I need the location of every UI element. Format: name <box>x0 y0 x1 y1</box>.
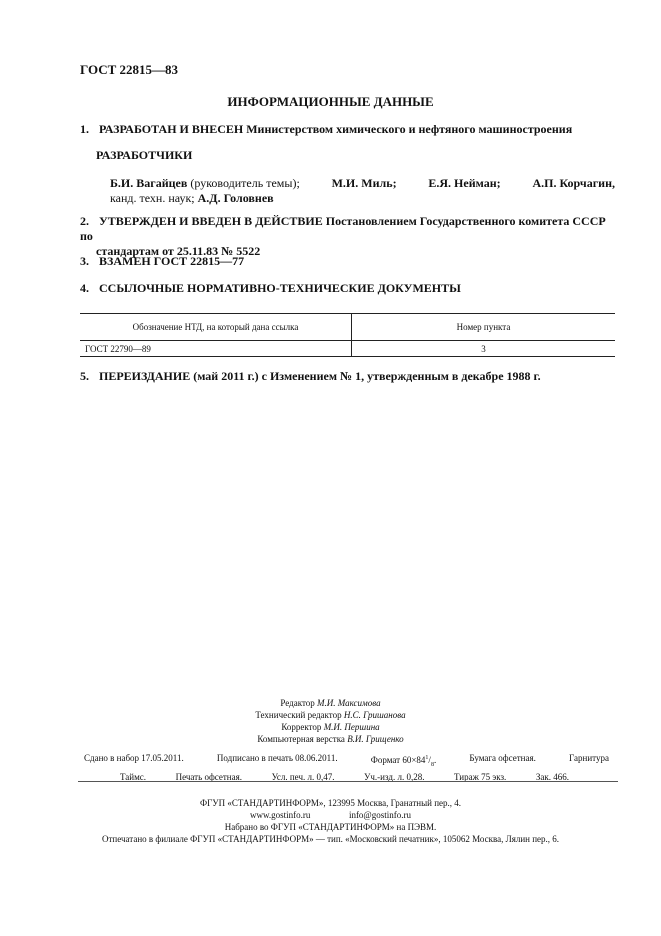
section-text: Постановлением Государственного комитета СССР по <box>80 214 606 243</box>
editors-block <box>0 697 661 745</box>
document-code: ГОСТ 22815—83 <box>80 62 179 77</box>
section-number: 2. <box>80 214 89 228</box>
developers-label: РАЗРАБОТЧИКИ <box>96 148 193 162</box>
imprint-line-1: Сдано в набор 17.05.2011. Подписано в печать 08.06.2011. Формат $60\times 84^1/_8$. Бумага офсетная. Гарнитура <box>84 752 609 771</box>
column-header-document: Обозначение НТД, на который дана ссылка <box>80 314 352 341</box>
publisher-footer <box>0 797 661 845</box>
section-lead: ПЕРЕИЗДАНИЕ (май 2011 г.) с Изменением № 1, утвержденным в декабре 1988 г. <box>99 369 541 383</box>
imprint-line-2: Таймс. Печать офсетная. Усл. печ. л. 0,47. Уч.-изд. л. 0,28. Тираж 75 экз. Зак. 466. <box>120 771 569 782</box>
section-5 <box>80 369 541 384</box>
section-lead: ССЫЛОЧНЫЕ НОРМАТИВНО-ТЕХНИЧЕСКИЕ ДОКУМЕНТЫ <box>99 281 461 295</box>
section-number: 1. <box>80 122 89 136</box>
cell-document: ГОСТ 22790—89 <box>80 341 352 357</box>
developer-name: А.Д. Головнев <box>197 191 274 205</box>
section-number: 3. <box>80 254 89 268</box>
section-1 <box>80 122 572 137</box>
editor-line: Редактор М.И. Максимова <box>280 698 381 708</box>
table-row <box>80 341 615 357</box>
section-lead: УТВЕРЖДЕН И ВВЕДЕН В ДЕЙСТВИЕ <box>99 214 323 228</box>
section-lead: ВЗАМЕН ГОСТ 22815—77 <box>99 254 245 268</box>
page-title: ИНФОРМАЦИОННЫЕ ДАННЫЕ <box>227 94 434 109</box>
section-number: 5. <box>80 369 89 383</box>
developer-name: М.И. Миль; <box>331 176 397 190</box>
section-2 <box>80 214 620 259</box>
developer-name: Б.И. Вагайцев <box>110 176 188 190</box>
typeset-note: Набрано во ФГУП «СТАНДАРТИНФОРМ» на ПЭВМ. <box>224 822 437 832</box>
editor-line: Технический редактор Н.С. Гришанова <box>255 710 406 720</box>
developer-degree: канд. техн. наук; <box>110 191 195 205</box>
divider <box>78 781 618 782</box>
section-4 <box>80 281 461 296</box>
section-lead: РАЗРАБОТАН И ВНЕСЕН <box>99 122 244 136</box>
section-3 <box>80 254 244 269</box>
editor-line: Компьютерная верстка В.И. Грищенко <box>257 734 404 744</box>
references-table <box>80 313 615 357</box>
website-link: www.gostinfo.ru <box>250 810 311 820</box>
section-text-cont: стандартам от 25.11.83 № 5522 <box>96 244 261 258</box>
cell-item: 3 <box>352 341 616 357</box>
printer-note: Отпечатано в филиале ФГУП «СТАНДАРТИНФОРМ» — тип. «Московский печатник», 105062 Москва, Лялин пер., 6. <box>101 834 560 844</box>
section-number: 4. <box>80 281 89 295</box>
editor-line: Корректор М.И. Першина <box>281 722 380 732</box>
section-text: Министерством химического и нефтяного машиностроения <box>246 122 573 136</box>
publisher-address: ФГУП «СТАНДАРТИНФОРМ», 123995 Москва, Гранатный пер., 4. <box>199 798 462 808</box>
column-header-item: Номер пункта <box>352 314 616 341</box>
publisher-contacts <box>0 809 661 821</box>
developer-role: (руководитель темы); <box>190 176 300 190</box>
developers-list <box>110 176 615 206</box>
imprint-block <box>84 752 609 783</box>
developer-name: Е.Я. Нейман; <box>428 176 501 190</box>
format-value: Формат $60\times 84^1/_8$. <box>370 755 437 768</box>
email-link: info@gostinfo.ru <box>348 810 411 820</box>
developer-name: А.П. Корчагин, <box>532 176 615 190</box>
table-header-row <box>80 314 615 341</box>
